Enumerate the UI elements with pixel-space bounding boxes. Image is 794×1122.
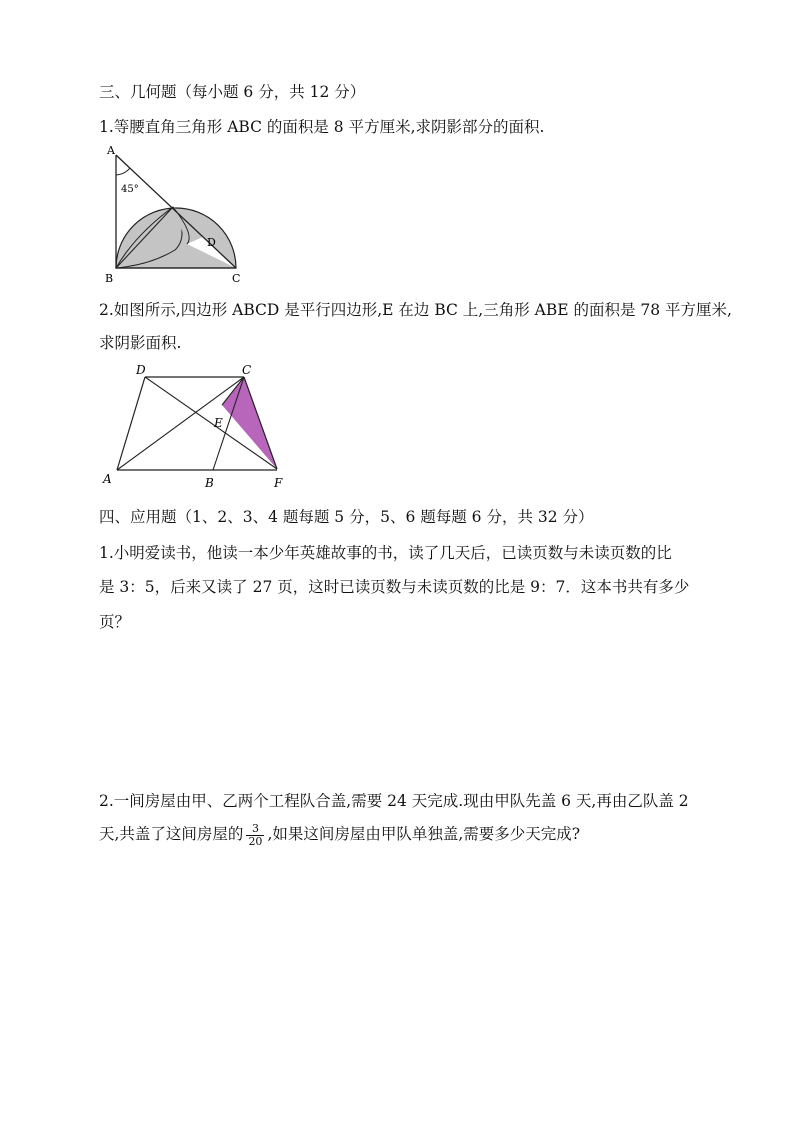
label-d: D [207,236,216,249]
label-c: C [232,272,241,285]
word-problem-1-line3: 页？ [99,613,131,631]
fraction-denominator: 20 [248,834,263,848]
label-d2: D [136,363,146,377]
label-f2: F [274,476,283,490]
label-c2: C [242,363,252,377]
geometry-question-2-line1: 2.如图所示,四边形 ABCD 是平行四边形,E 在边 BC 上,三角形 ABE 的面积是 78 平方厘米, [99,301,732,319]
label-a: A [107,144,115,157]
label-a2: A [103,472,112,486]
fraction-3-20 [246,823,264,848]
figure-right-triangle [95,140,255,285]
word-problem-1-line1: 1.小明爱读书，他读一本少年英雄故事的书，读了几天后，已读页数与未读页数的比 [99,544,672,562]
word-problem-2-line1: 2.一间房屋由甲、乙两个工程队合盖,需要 24 天完成.现由甲队先盖 6 天,再由乙队盖 2 [99,792,689,810]
label-e2: E [214,416,223,430]
label-angle: 45° [121,184,139,195]
section3-heading: 三、几何题（每小题 6 分，共 12 分） [99,83,366,101]
label-b: B [105,272,114,285]
word-problem-1-line2: 是 3：5，后来又读了 27 页，这时已读页数与未读页数的比是 9：7．这本书共有多少 [99,578,690,596]
geometry-question-1: 1.等腰直角三角形 ABC 的面积是 8 平方厘米,求阴影部分的面积. [99,118,545,136]
geometry-question-2-line2: 求阴影面积. [99,334,182,352]
figure-parallelogram [100,360,300,490]
section4-heading: 四、应用题（1、2、3、4 题每题 5 分，5、6 题每题 6 分，共 32 分） [99,508,594,526]
word-problem-2-line2 [99,822,580,848]
label-b2: B [205,476,214,490]
fraction-numerator: 3 [246,823,264,836]
word-problem-2-before: 天,共盖了这间房屋的 [99,825,244,843]
word-problem-2-after: ,如果这间房屋由甲队单独盖,需要多少天完成? [267,825,581,843]
